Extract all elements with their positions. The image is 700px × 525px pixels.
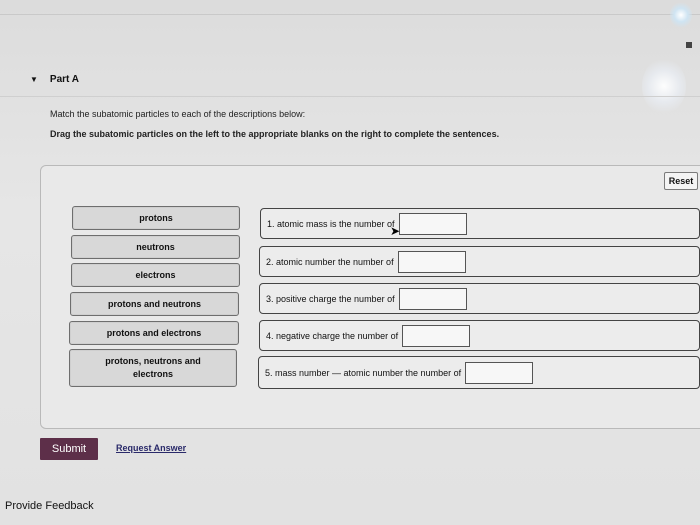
collapse-caret-icon[interactable]: ▼ <box>30 75 38 84</box>
sentence-box-3 <box>259 283 700 314</box>
particle-tile-protons[interactable]: protons <box>72 206 240 230</box>
sentence-text: 5. mass number — atomic number the number of <box>265 367 462 378</box>
sentence-text: 1. atomic mass is the number of <box>267 218 395 229</box>
sentence-box-4 <box>259 320 700 351</box>
part-divider <box>0 96 700 97</box>
screen-glare-secondary <box>642 58 686 114</box>
drop-blank-2[interactable] <box>398 251 466 273</box>
sentence-box-1 <box>260 208 700 239</box>
drop-blank-5[interactable] <box>465 362 533 384</box>
drag-instruction-text: Drag the subatomic particles on the left to the appropriate blanks on the right to complete the sentences. <box>50 129 500 139</box>
particle-tile-protons-electrons[interactable]: protons and electrons <box>69 321 239 345</box>
drop-blank-3[interactable] <box>399 288 467 310</box>
particle-tile-all[interactable]: protons, neutrons and electrons <box>69 349 237 387</box>
sentence-text: 2. atomic number the number of <box>266 256 394 267</box>
part-header[interactable] <box>30 74 79 85</box>
instruction-text: Match the subatomic particles to each of the descriptions below: <box>50 109 306 119</box>
mouse-cursor-icon: ➤ <box>390 224 401 238</box>
particle-tile-neutrons[interactable]: neutrons <box>71 235 240 259</box>
top-divider <box>0 14 700 15</box>
window-control-icon[interactable] <box>686 42 692 48</box>
drop-blank-4[interactable] <box>402 325 470 347</box>
sentence-box-2 <box>259 246 700 277</box>
submit-button[interactable]: Submit <box>40 438 98 460</box>
part-title: Part A <box>49 74 80 85</box>
sentence-box-5 <box>258 356 700 389</box>
reset-button[interactable]: Reset <box>664 172 698 190</box>
particle-tile-electrons[interactable]: electrons <box>71 263 240 287</box>
request-answer-link[interactable]: Request Answer <box>116 443 187 453</box>
sentence-text: 3. positive charge the number of <box>266 293 395 304</box>
particle-tile-protons-neutrons[interactable]: protons and neutrons <box>70 292 239 316</box>
sentence-text: 4. negative charge the number of <box>266 330 399 341</box>
drop-blank-1[interactable] <box>399 213 467 235</box>
provide-feedback-link[interactable]: Provide Feedback <box>5 500 94 512</box>
screen-glare <box>670 2 692 28</box>
